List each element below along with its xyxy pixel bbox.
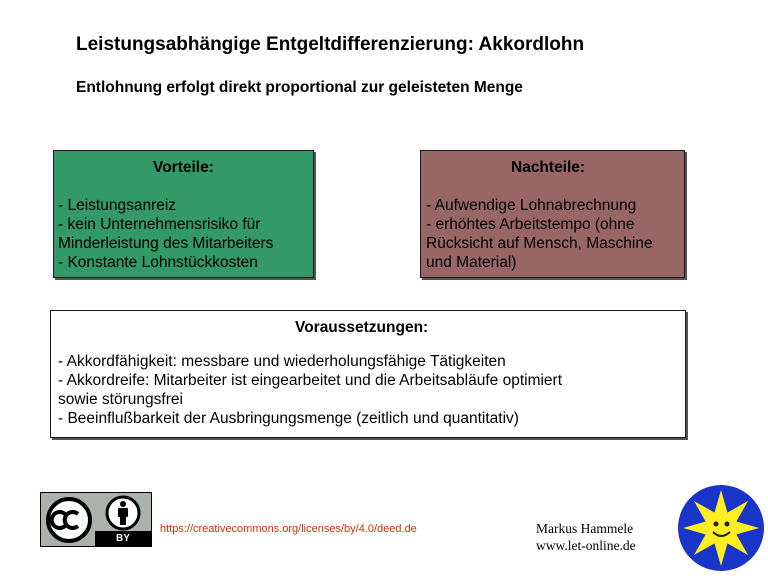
disadvantages-line: und Material) (426, 254, 517, 271)
disadvantages-line: - Aufwendige Lohnabrechnung (426, 197, 637, 214)
requirements-line: sowie störungsfrei (58, 391, 183, 408)
slide-title: Leistungsabhängige Entgeltdifferenzierung: Akkordlohn (76, 34, 585, 55)
cc-by-license-badge[interactable] (40, 492, 152, 547)
sun-smiley-icon (675, 482, 767, 574)
advantages-line: Minderleistung des Mitarbeiters (58, 235, 274, 252)
author-name: Markus Hammele (536, 521, 634, 536)
person-icon (104, 495, 142, 531)
author-site[interactable]: www.let-online.de (536, 538, 636, 553)
advantages-box (53, 150, 314, 278)
advantages-line: - kein Unternehmensrisiko für (58, 216, 261, 233)
advantages-line: - Konstante Lohnstückkosten (58, 254, 258, 271)
cc-icon (43, 494, 95, 546)
license-by-label: BY (95, 531, 151, 546)
disadvantages-line: - erhöhtes Arbeitstempo (ohne (426, 216, 635, 233)
requirements-line: - Akkordfähigkeit: messbare und wiederholungsfähige Tätigkeiten (58, 353, 506, 370)
requirements-box (50, 310, 686, 438)
slide-subtitle: Entlohnung erfolgt direkt proportional zur geleisteten Menge (76, 79, 523, 96)
advantages-heading: Vorteile: (153, 159, 214, 176)
disadvantages-box (420, 150, 685, 278)
requirements-line: - Akkordreife: Mitarbeiter ist eingearbeitet und die Arbeitsabläufe optimiert (58, 372, 563, 389)
advantages-line: - Leistungsanreiz (58, 197, 177, 214)
disadvantages-heading: Nachteile: (511, 159, 586, 176)
license-link[interactable]: https://creativecommons.org/licenses/by/4.0/deed.de (160, 523, 417, 535)
disadvantages-line: Rücksicht auf Mensch, Maschine (426, 235, 653, 252)
author-info (536, 520, 636, 554)
requirements-heading: Voraussetzungen: (295, 319, 429, 336)
requirements-line: - Beeinflußbarkeit der Ausbringungsmenge (zeitlich und quantitativ) (58, 410, 519, 427)
